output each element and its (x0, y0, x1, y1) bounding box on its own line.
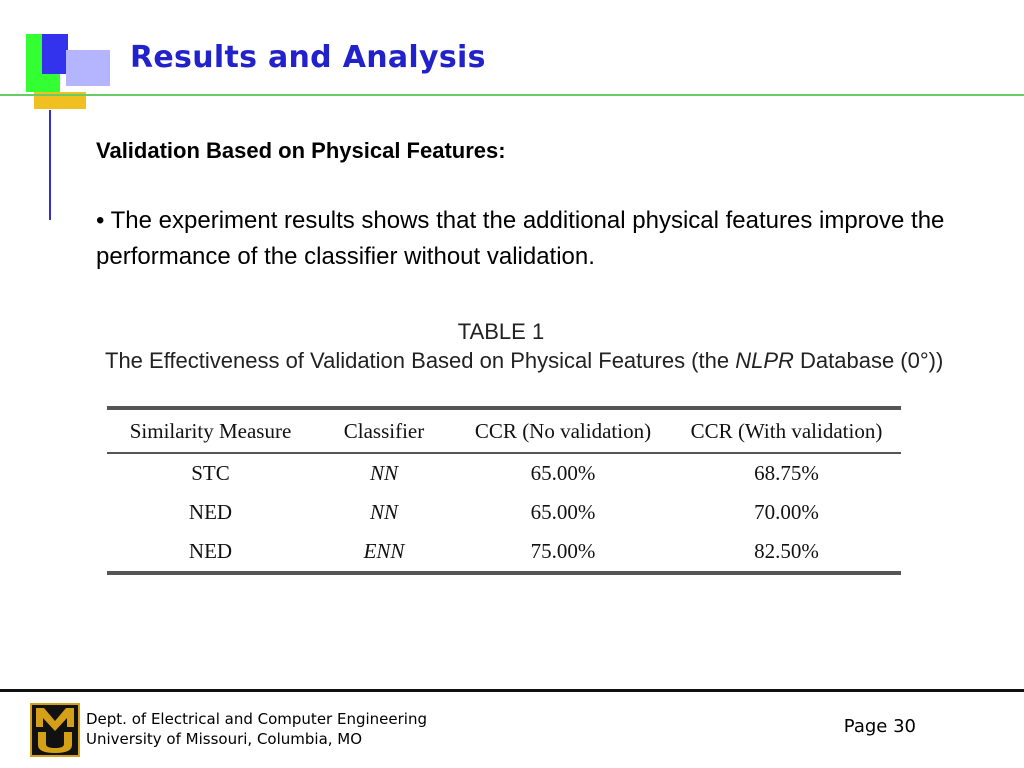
header-similarity-measure: Similarity Measure (107, 408, 314, 453)
university-logo (30, 703, 80, 757)
slide-title: Results and Analysis (130, 40, 486, 75)
cell-ccr-no-validation: 65.00% (530, 500, 596, 524)
title-underline (0, 94, 1024, 96)
cell-classifier: ENN (363, 539, 405, 563)
table-row (107, 453, 901, 493)
cell-similarity: NED (188, 500, 233, 524)
caption-database-name: NLPR (735, 348, 794, 373)
department-info (86, 709, 427, 749)
cell-ccr-with-validation: 82.50% (754, 539, 819, 563)
table-header-row (107, 408, 901, 453)
footer-line (0, 689, 1024, 692)
bullet-text: • The experiment results shows that the additional physical features improve the performance of the classifier without validation. (96, 207, 945, 270)
cell-similarity: STC (191, 461, 230, 485)
cell-classifier: NN (369, 461, 398, 485)
subheading: Validation Based on Physical Features: (96, 138, 506, 163)
cell-ccr-with-validation: 70.00% (754, 500, 819, 524)
mu-logo-icon (32, 705, 78, 755)
cell-ccr-no-validation: 75.00% (530, 539, 596, 563)
table-description (105, 346, 944, 376)
university-location: University of Missouri, Columbia, MO (86, 730, 363, 748)
table-row (107, 532, 901, 573)
header-classifier: Classifier (314, 408, 454, 453)
deco-square-lavender (66, 50, 110, 86)
table-row (107, 493, 901, 532)
caption-text-start: The Effectiveness of Validation Based on Physical Features (the (105, 348, 736, 373)
header-ccr-with-validation: CCR (With validation) (672, 408, 901, 453)
department-name: Dept. of Electrical and Computer Engineering (86, 710, 427, 728)
page-number: Page 30 (843, 716, 916, 737)
cell-classifier: NN (369, 500, 398, 524)
table-caption (105, 318, 944, 376)
side-vertical-line (49, 110, 51, 220)
results-table (107, 406, 901, 575)
cell-ccr-with-validation: 68.75% (754, 461, 819, 485)
header-ccr-no-validation: CCR (No validation) (454, 408, 672, 453)
cell-similarity: NED (188, 539, 233, 563)
deco-square-blue (42, 34, 68, 74)
table-number: TABLE 1 (457, 319, 545, 344)
caption-text-end: Database (0°)) (793, 348, 944, 373)
cell-ccr-no-validation: 65.00% (530, 461, 596, 485)
